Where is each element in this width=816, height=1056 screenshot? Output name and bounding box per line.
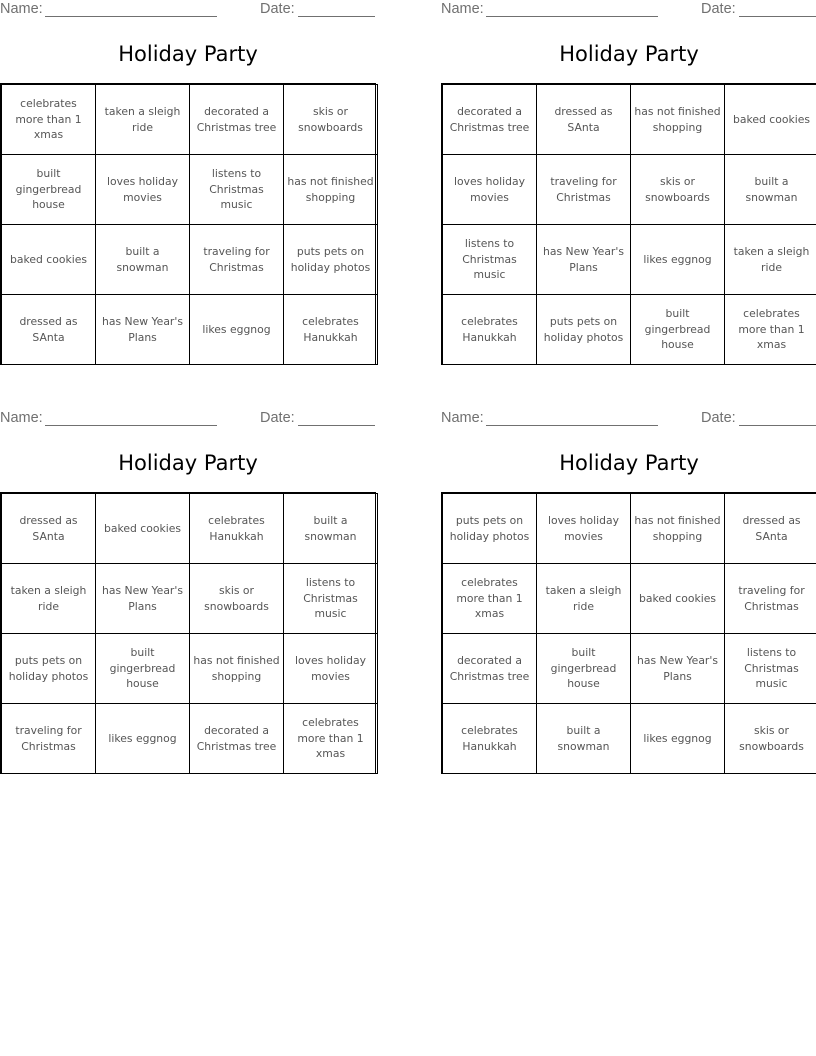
bingo-grid (0, 492, 376, 774)
date-label: Date: (260, 410, 295, 426)
date-field-line (298, 425, 375, 426)
bingo-square: puts pets on holiday photos (443, 494, 537, 564)
bingo-square: celebrates Hanukkah (443, 704, 537, 774)
bingo-square: built gingerbread house (96, 634, 190, 704)
bingo-square: skis or snowboards (631, 155, 725, 225)
bingo-square: celebrates Hanukkah (284, 295, 378, 365)
bingo-square: traveling for Christmas (537, 155, 631, 225)
bingo-square: celebrates more than 1 xmas (2, 85, 96, 155)
name-label: Name: (0, 1, 43, 17)
bingo-square: dressed as SAnta (2, 295, 96, 365)
bingo-square: likes eggnog (631, 225, 725, 295)
bingo-square: dressed as SAnta (537, 85, 631, 155)
name-field-line (486, 425, 658, 426)
card-title: Holiday Party (559, 42, 699, 66)
card-title: Holiday Party (118, 42, 258, 66)
bingo-square: loves holiday movies (537, 494, 631, 564)
bingo-square: traveling for Christmas (190, 225, 284, 295)
bingo-square: listens to Christmas music (725, 634, 816, 704)
bingo-square: decorated a Christmas tree (443, 85, 537, 155)
bingo-square: dressed as SAnta (725, 494, 816, 564)
bingo-square: listens to Christmas music (190, 155, 284, 225)
name-label: Name: (441, 410, 484, 426)
bingo-square: listens to Christmas music (284, 564, 378, 634)
bingo-square: built a snowman (537, 704, 631, 774)
bingo-square: traveling for Christmas (725, 564, 816, 634)
bingo-square: baked cookies (725, 85, 816, 155)
bingo-square: puts pets on holiday photos (2, 634, 96, 704)
bingo-square: taken a sleigh ride (725, 225, 816, 295)
bingo-grid (441, 492, 816, 774)
card-header (0, 410, 376, 430)
bingo-square: built gingerbread house (2, 155, 96, 225)
bingo-square: baked cookies (96, 494, 190, 564)
bingo-square: baked cookies (631, 564, 725, 634)
bingo-square: skis or snowboards (725, 704, 816, 774)
date-field-line (739, 16, 816, 17)
bingo-square: has not finished shopping (190, 634, 284, 704)
bingo-square: has New Year's Plans (96, 564, 190, 634)
bingo-square: taken a sleigh ride (537, 564, 631, 634)
bingo-square: loves holiday movies (284, 634, 378, 704)
bingo-square: puts pets on holiday photos (284, 225, 378, 295)
date-label: Date: (701, 410, 736, 426)
bingo-square: celebrates more than 1 xmas (443, 564, 537, 634)
name-field-line (45, 425, 217, 426)
bingo-square: likes eggnog (631, 704, 725, 774)
bingo-square: celebrates Hanukkah (443, 295, 537, 365)
name-field-line (45, 16, 217, 17)
bingo-square: listens to Christmas music (443, 225, 537, 295)
name-label: Name: (441, 1, 484, 17)
bingo-grid (0, 83, 376, 365)
bingo-square: has New Year's Plans (631, 634, 725, 704)
bingo-square: celebrates more than 1 xmas (284, 704, 378, 774)
bingo-square: built a snowman (284, 494, 378, 564)
name-field-line (486, 16, 658, 17)
bingo-grid (441, 83, 816, 365)
bingo-square: built gingerbread house (537, 634, 631, 704)
bingo-square: decorated a Christmas tree (443, 634, 537, 704)
card-header (0, 1, 376, 21)
bingo-square: taken a sleigh ride (96, 85, 190, 155)
bingo-square: has not finished shopping (631, 494, 725, 564)
bingo-square: celebrates more than 1 xmas (725, 295, 816, 365)
bingo-square: skis or snowboards (190, 564, 284, 634)
bingo-square: celebrates Hanukkah (190, 494, 284, 564)
bingo-square: likes eggnog (190, 295, 284, 365)
bingo-square: decorated a Christmas tree (190, 704, 284, 774)
bingo-square: built a snowman (96, 225, 190, 295)
date-label: Date: (701, 1, 736, 17)
date-field-line (298, 16, 375, 17)
bingo-square: loves holiday movies (96, 155, 190, 225)
bingo-square: built a snowman (725, 155, 816, 225)
bingo-square: has not finished shopping (631, 85, 725, 155)
bingo-square: baked cookies (2, 225, 96, 295)
bingo-square: has New Year's Plans (96, 295, 190, 365)
bingo-square: dressed as SAnta (2, 494, 96, 564)
bingo-square: traveling for Christmas (2, 704, 96, 774)
bingo-square: taken a sleigh ride (2, 564, 96, 634)
name-label: Name: (0, 410, 43, 426)
card-title: Holiday Party (118, 451, 258, 475)
date-label: Date: (260, 1, 295, 17)
bingo-square: puts pets on holiday photos (537, 295, 631, 365)
bingo-square: has not finished shopping (284, 155, 378, 225)
bingo-square: loves holiday movies (443, 155, 537, 225)
card-title: Holiday Party (559, 451, 699, 475)
date-field-line (739, 425, 816, 426)
bingo-square: decorated a Christmas tree (190, 85, 284, 155)
bingo-square: built gingerbread house (631, 295, 725, 365)
bingo-square: has New Year's Plans (537, 225, 631, 295)
card-header (441, 1, 816, 21)
bingo-square: likes eggnog (96, 704, 190, 774)
card-header (441, 410, 816, 430)
bingo-square: skis or snowboards (284, 85, 378, 155)
